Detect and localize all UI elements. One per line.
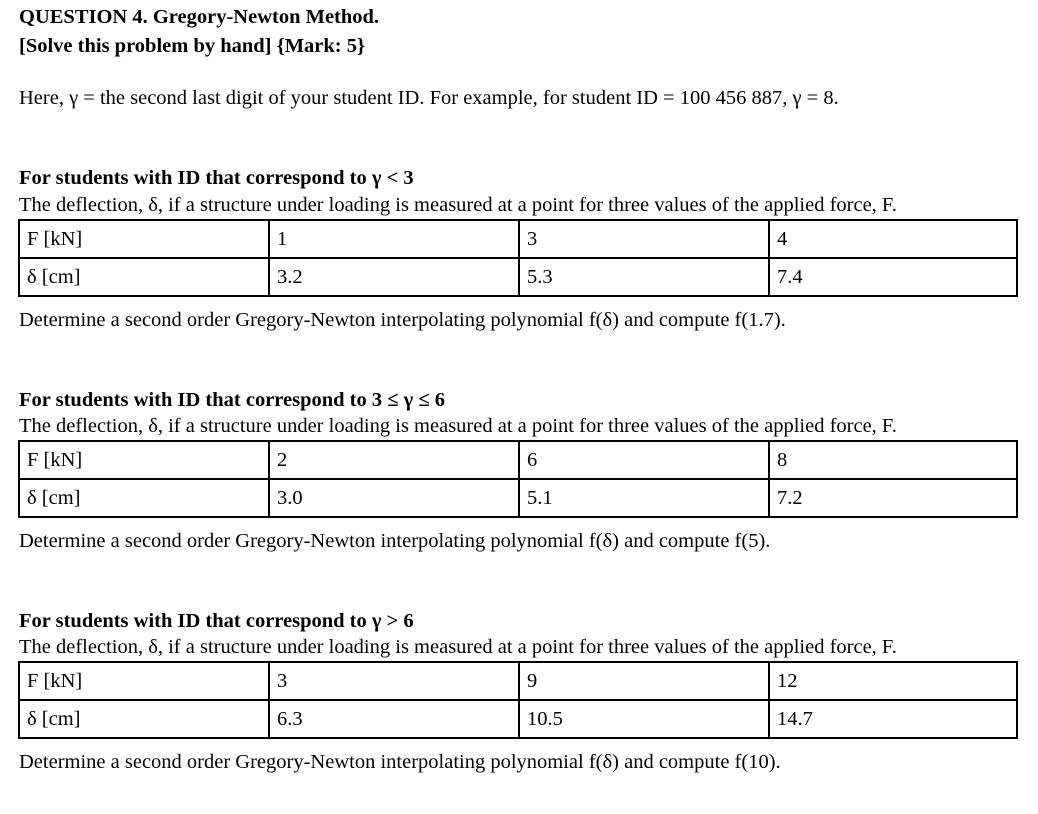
section-1-task: Determine a second order Gregory-Newton interpolating polynomial f(δ) and compute f(1.7). — [19, 309, 786, 331]
section-2-heading: For students with ID that correspond to 3 ≤ γ ≤ 6 — [19, 389, 445, 411]
table-cell: 14.7 — [769, 700, 1017, 738]
table-cell: 3 — [519, 220, 769, 258]
table-cell: δ [cm] — [19, 258, 269, 296]
section-3-table — [18, 661, 1018, 739]
table-cell: 2 — [269, 441, 519, 479]
table-cell: 7.4 — [769, 258, 1017, 296]
table-cell: 3.2 — [269, 258, 519, 296]
section-3-heading: For students with ID that correspond to γ > 6 — [19, 610, 414, 632]
table-cell: 10.5 — [519, 700, 769, 738]
table-row — [19, 479, 1017, 517]
table-cell: 6.3 — [269, 700, 519, 738]
table-cell: δ [cm] — [19, 479, 269, 517]
section-1-heading: For students with ID that correspond to γ < 3 — [19, 167, 414, 189]
table-cell: 3.0 — [269, 479, 519, 517]
table-cell: 6 — [519, 441, 769, 479]
section-2-task: Determine a second order Gregory-Newton interpolating polynomial f(δ) and compute f(5). — [19, 530, 771, 552]
table-cell: 4 — [769, 220, 1017, 258]
section-3-description: The deflection, δ, if a structure under loading is measured at a point for three values of the applied force, F. — [19, 636, 897, 658]
section-1-description: The deflection, δ, if a structure under loading is measured at a point for three values of the applied force, F. — [19, 194, 897, 216]
intro-text: Here, γ = the second last digit of your student ID. For example, for student ID = 100 456 887, γ = 8. — [19, 87, 839, 109]
table-cell: 9 — [519, 662, 769, 700]
table-cell: F [kN] — [19, 662, 269, 700]
question-title: QUESTION 4. Gregory-Newton Method. — [19, 6, 380, 28]
table-cell: δ [cm] — [19, 700, 269, 738]
table-cell: 7.2 — [769, 479, 1017, 517]
table-row — [19, 700, 1017, 738]
table-cell: 1 — [269, 220, 519, 258]
section-2-description: The deflection, δ, if a structure under loading is measured at a point for three values of the applied force, F. — [19, 415, 897, 437]
table-row — [19, 662, 1017, 700]
table-cell: 8 — [769, 441, 1017, 479]
question-instruction: [Solve this problem by hand] {Mark: 5} — [19, 35, 366, 57]
section-1-table — [18, 219, 1018, 297]
table-cell: 5.3 — [519, 258, 769, 296]
table-cell: 5.1 — [519, 479, 769, 517]
table-row — [19, 441, 1017, 479]
table-cell: 3 — [269, 662, 519, 700]
table-cell: F [kN] — [19, 441, 269, 479]
section-3-task: Determine a second order Gregory-Newton interpolating polynomial f(δ) and compute f(10). — [19, 751, 781, 773]
section-2-table — [18, 440, 1018, 518]
table-cell: F [kN] — [19, 220, 269, 258]
table-row — [19, 220, 1017, 258]
table-row — [19, 258, 1017, 296]
table-cell: 12 — [769, 662, 1017, 700]
